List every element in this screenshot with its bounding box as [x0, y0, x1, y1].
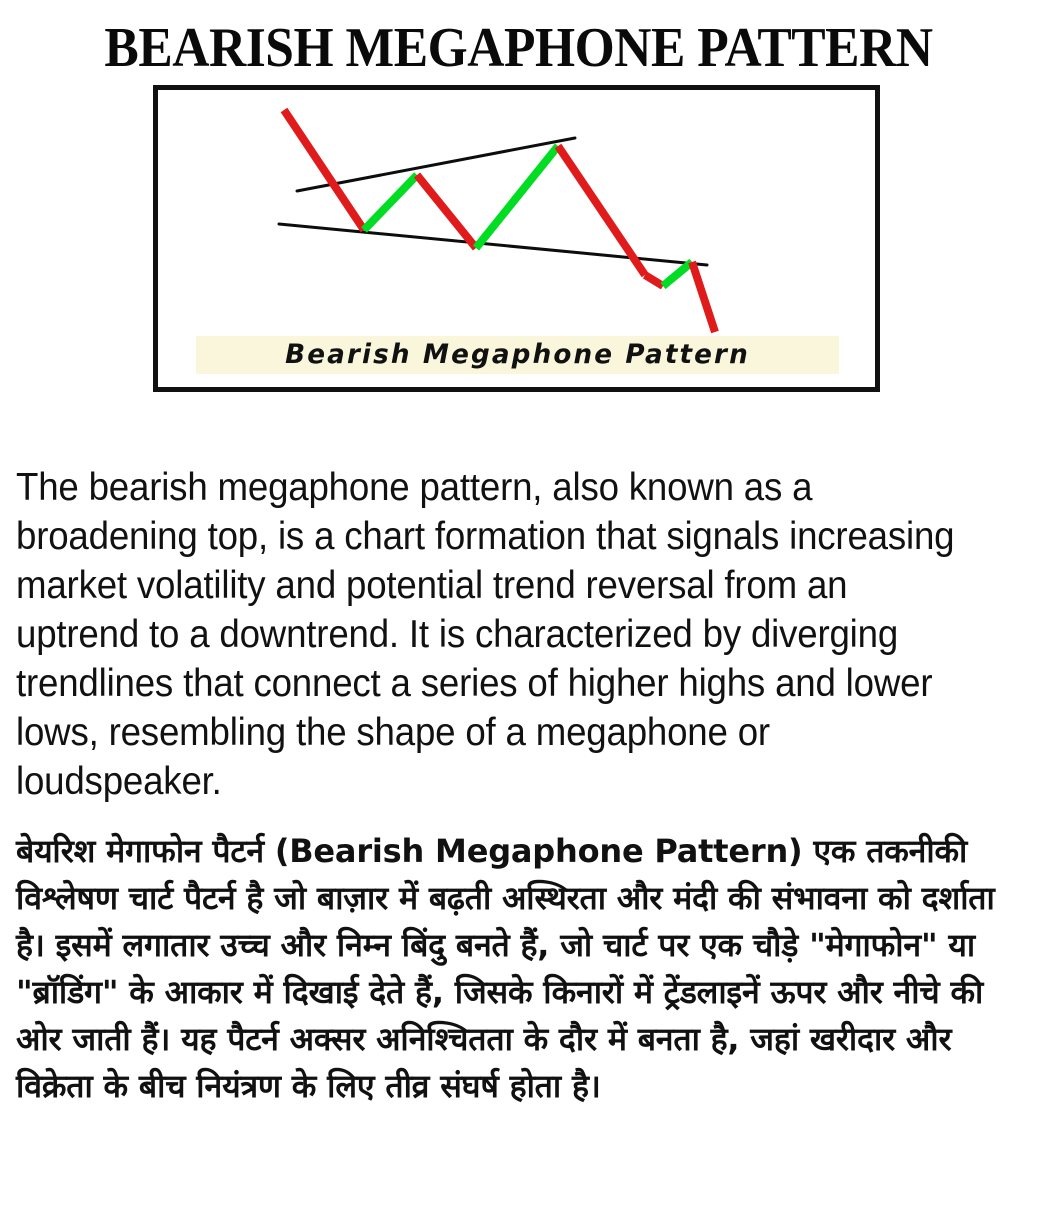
chart-caption-band — [196, 336, 839, 374]
description-paragraph-hindi: बेयरिश मेगाफोन पैटर्न (Bearish Megaphone Pattern) एक तकनीकी विश्लेषण चार्ट पैटर्न है जो बाज़ार में बढ़ती अस्थिरता और मंदी की संभावना को दर्शाता है। इसमें लगातार उच्च और निम्न बिंदु बनते हैं, जो चार्ट पर एक चौड़े "मेगाफोन" या "ब्रॉडिंग" के आकार में दिखाई देते हैं, जिसके किनारों में ट्रेंडलाइनें ऊपर और नीचे की ओर जाती हैं। यह पैटर्न अक्सर अनिश्चितता के दौर में बनता है, जहां खरीदार और विक्रेता के बीच नियंत्रण के लिए तीव्र संघर्ष होता है। — [16, 832, 995, 1105]
price-leg-down-1 — [284, 110, 364, 230]
chart-figure-inner — [158, 90, 875, 387]
price-leg-down-final — [692, 262, 715, 332]
price-leg-up-1 — [364, 175, 417, 230]
price-leg-up-retest-bounce — [663, 262, 692, 286]
price-leg-up-3-retest — [645, 275, 663, 286]
description-paragraph-english: The bearish megaphone pattern, also known as a broadening top, is a chart formation that signals increasing market volatility and potential trend reversal from an uptrend to a downtrend. It is characterized by diverging trendlines that connect a series of higher highs and lower lows, resembling the shape of a megaphone or loudspeaker. — [16, 466, 955, 803]
chart-caption-text: Bearish Megaphone Pattern — [285, 339, 750, 370]
chart-figure — [153, 85, 880, 392]
page-title: BEARISH MEGAPHONE PATTERN — [104, 17, 933, 79]
price-leg-up-2 — [476, 146, 558, 248]
